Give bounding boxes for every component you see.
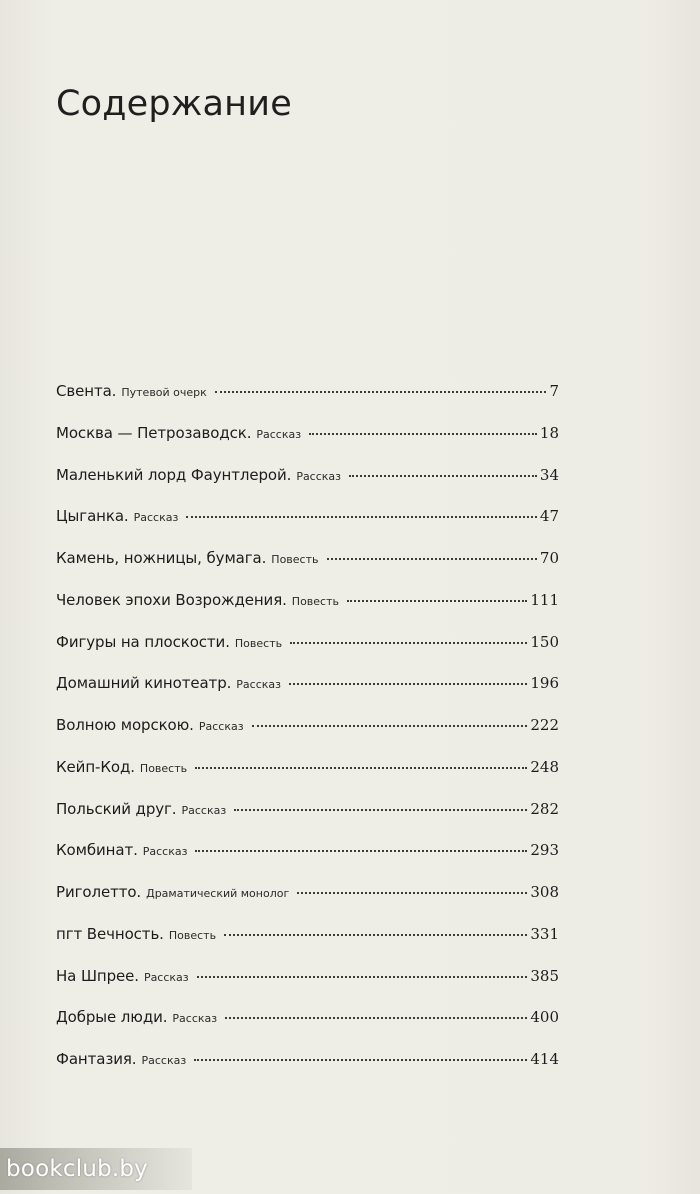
toc-entry-page: 293 <box>530 841 559 860</box>
toc-entry-title: Комбинат. <box>56 841 138 860</box>
dot-leader <box>347 600 527 602</box>
toc-entry-page: 7 <box>549 382 559 400</box>
dot-leader <box>225 1017 527 1019</box>
dot-leader <box>349 475 537 477</box>
toc-entry-page: 308 <box>530 883 559 901</box>
toc-entry-title: Фигуры на плоскости. <box>56 632 230 651</box>
dot-leader <box>252 725 528 727</box>
page-title: Содержание <box>56 84 292 124</box>
toc-entry-page: 385 <box>530 966 559 985</box>
dot-leader <box>290 642 527 644</box>
toc-entry-title: Москва — Петрозаводск. <box>56 423 252 442</box>
toc-entry-page: 47 <box>539 507 559 526</box>
toc-entry-page: 150 <box>530 632 559 651</box>
toc-entry[interactable] <box>56 1008 559 1050</box>
toc-entry-title: Волною морскою. <box>56 716 194 734</box>
toc-entry-title: Фантазия. <box>56 1050 137 1068</box>
toc-entry-title: Камень, ножницы, бумага. <box>56 549 267 567</box>
toc-entry-page: 34 <box>539 465 559 484</box>
toc-entry-genre: Рассказ <box>143 970 189 984</box>
toc-entry-page: 111 <box>530 590 559 609</box>
toc-entry-page: 248 <box>530 757 559 776</box>
toc-entry-genre: Рассказ <box>198 720 244 733</box>
toc-entry-title: Маленький лорд Фаунтлерой. <box>56 465 292 484</box>
toc-entry[interactable] <box>56 967 559 1009</box>
toc-entry-title: Человек эпохи Возрождения. <box>56 590 287 609</box>
toc-entry[interactable] <box>56 633 559 675</box>
toc-entry-title: На Шпрее. <box>56 966 139 985</box>
toc-entry-title: Кейп-Код. <box>56 757 135 776</box>
toc-entry[interactable] <box>56 758 559 800</box>
toc-entry-title: Риголетто. <box>56 883 142 901</box>
toc-entry-title: Домашний кинотеатр. <box>56 674 232 693</box>
toc-entry-title: Свента. <box>56 382 117 400</box>
toc-entry[interactable] <box>56 841 559 883</box>
toc-entry[interactable] <box>56 591 559 633</box>
toc-entry[interactable] <box>56 466 559 508</box>
toc-entry-genre: Повесть <box>291 594 339 608</box>
toc-entry[interactable] <box>56 382 559 424</box>
dot-leader <box>186 516 537 518</box>
toc-entry[interactable] <box>56 716 559 758</box>
toc-entry-title: Добрые люди. <box>56 1008 168 1027</box>
dot-leader <box>327 558 537 560</box>
toc-entry-genre: Рассказ <box>142 845 188 859</box>
toc-entry-genre: Повесть <box>234 636 283 650</box>
dot-leader <box>197 976 528 978</box>
toc-entry-title: пгт Вечность. <box>56 924 164 943</box>
toc-entry-page: 282 <box>530 799 559 818</box>
dot-leader <box>309 433 537 435</box>
toc-entry-page: 222 <box>530 716 559 734</box>
dot-leader <box>297 892 527 894</box>
dot-leader <box>195 767 527 769</box>
toc-entry-page: 414 <box>530 1050 559 1068</box>
toc-entry[interactable] <box>56 549 559 591</box>
toc-entry-genre: Рассказ <box>141 1054 187 1067</box>
toc-entry-genre: Рассказ <box>172 1012 218 1026</box>
toc-entry-genre: Повесть <box>271 553 319 566</box>
site-watermark: bookclub.by <box>0 1148 192 1190</box>
dot-leader <box>224 934 527 936</box>
toc-entry-title: Польский друг. <box>56 799 177 818</box>
toc-entry-genre: Рассказ <box>133 511 179 525</box>
dot-leader <box>194 1059 527 1061</box>
toc-entry-genre: Рассказ <box>296 469 342 483</box>
dot-leader <box>234 809 527 811</box>
toc-entry-genre: Драматический монолог <box>146 887 290 900</box>
toc-entry[interactable] <box>56 507 559 549</box>
toc-entry[interactable] <box>56 883 559 925</box>
toc-entry-page: 18 <box>539 423 559 442</box>
toc-entry[interactable] <box>56 674 559 716</box>
toc-entry-genre: Повесть <box>139 761 188 775</box>
toc-entry-page: 331 <box>530 924 559 943</box>
toc-entry-genre: Рассказ <box>181 803 227 817</box>
table-of-contents <box>56 382 559 1092</box>
toc-entry[interactable] <box>56 925 559 967</box>
toc-entry-genre: Повесть <box>168 928 217 942</box>
toc-entry[interactable] <box>56 1050 559 1092</box>
toc-entry-genre: Рассказ <box>256 427 302 441</box>
toc-entry-genre: Путевой очерк <box>121 386 207 399</box>
toc-entry-page: 196 <box>530 674 559 693</box>
toc-entry-page: 70 <box>539 549 559 567</box>
toc-entry-genre: Рассказ <box>236 678 281 692</box>
toc-entry-title: Цыганка. <box>56 507 129 526</box>
toc-entry-page: 400 <box>530 1008 559 1027</box>
dot-leader <box>289 683 527 685</box>
toc-entry[interactable] <box>56 424 559 466</box>
dot-leader <box>195 850 527 852</box>
dot-leader <box>215 391 546 393</box>
toc-entry[interactable] <box>56 800 559 842</box>
